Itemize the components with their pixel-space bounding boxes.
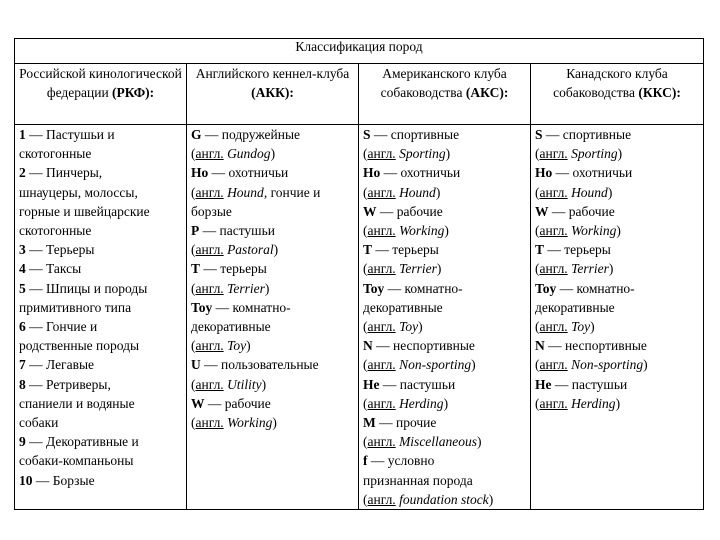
group-line [191,355,354,374]
english-abbr-link[interactable]: англ. [539,395,568,411]
english-abbr-link[interactable]: англ. [539,223,568,239]
column-body-akk [187,125,359,510]
line-text: скотогонные [19,146,92,162]
group-code: N [363,338,373,354]
line-text: — Декоративные и [25,434,139,450]
line-text: — терьеры [200,261,267,277]
group-line [19,471,182,490]
group-line [363,336,526,355]
group-line [19,125,182,144]
line-text: — Шпицы и породы [25,280,148,296]
group-line [191,259,354,278]
group-line [19,355,182,374]
group-line: (англ. Hound, гончие и [191,184,321,200]
line-text: — рабочие [204,395,271,411]
header-abbr: (ККС): [638,85,681,100]
group-line [19,163,182,182]
group-line [535,336,699,355]
group-line [363,298,526,317]
line-text: — пастушьи [551,376,628,392]
group-code: He [363,376,380,392]
group-line: (англ. Terrier) [535,261,614,277]
group-code: 1 [19,127,26,142]
group-code: N [535,338,545,354]
group-line [19,413,182,432]
line-text: декоративные [363,299,443,315]
english-group-name: Hound [227,184,264,200]
group-line [363,471,526,490]
group-line: (англ. Pastoral) [191,242,279,258]
group-line: (англ. Miscellaneous) [363,434,482,450]
group-code: 5 [19,280,26,296]
english-abbr-link[interactable]: англ. [539,184,568,200]
english-group-name: Pastoral [227,242,274,258]
line-text: — Ретриверы, [25,376,111,392]
group-line: (англ. Hound) [535,184,613,200]
english-abbr-link[interactable]: англ. [539,146,568,162]
group-line [535,202,699,221]
group-line [19,202,182,221]
english-group-name: Terrier [399,261,437,277]
group-line [19,221,182,240]
group-line [19,432,182,451]
english-group-name: Hound [571,184,608,200]
group-line [191,394,354,413]
english-abbr-link[interactable]: англ. [367,434,396,450]
group-code: 6 [19,319,26,335]
group-line [363,413,526,432]
line-text: — комнатно- [384,280,463,296]
line-text: примитивного типа [19,299,132,315]
english-abbr-link[interactable]: англ. [367,184,396,200]
group-line [363,202,526,221]
column-body-aks [359,125,531,510]
line-text: спаниели и водяные [19,395,135,411]
group-line [19,279,182,298]
line-text: — комнатно- [212,299,291,315]
line-text: — комнатно- [556,280,635,296]
column-header-rkf [15,64,187,125]
english-group-name: Terrier [227,280,265,296]
line-text: декоративные [535,299,615,315]
group-line [19,183,182,202]
line-text: шнауцеры, молоссы, [19,184,138,200]
english-abbr-link[interactable]: англ. [367,319,396,335]
english-abbr-link[interactable]: англ. [195,242,224,258]
english-abbr-link[interactable]: англ. [195,415,224,431]
group-line: (англ. Non-sporting) [535,357,648,373]
group-code: T [191,261,201,277]
header-text: Американского клуба собаководства [380,66,507,100]
breed-classification-table [14,38,704,510]
group-code: He [535,376,552,392]
line-text: горные и швейцарские [19,203,150,219]
english-group-name: Working [227,415,273,431]
group-code: T [363,242,373,258]
line-text: — пастушьи [199,223,275,239]
group-line: (англ. Herding) [535,395,621,411]
english-group-name: Sporting [571,146,618,162]
line-text: — условно [367,453,435,469]
line-text: — терьеры [544,242,611,258]
line-text: — подружейные [201,127,301,142]
group-line [363,451,526,470]
group-line: (англ. Toy) [535,319,595,335]
line-text: скотогонные [19,223,92,239]
header-text: Английского кеннел-клуба [195,66,350,81]
header-text: Канадского клуба собаководства [553,66,668,100]
line-text: декоративные [191,319,271,335]
group-line [191,298,354,317]
body-row [15,125,704,510]
group-code: Ho [191,165,209,181]
group-line [19,259,182,278]
english-group-name: Herding [571,395,616,411]
line-text: — Пастушьи и [25,127,115,142]
group-code: P [191,223,200,239]
group-line [19,336,182,355]
line-text: — Гончие и [25,319,98,335]
group-code: 9 [19,434,26,450]
line-text: — пастушьи [379,376,456,392]
group-code: T [535,242,545,258]
english-group-name: Miscellaneous [399,434,478,450]
group-code: Ho [535,165,553,181]
group-line [363,375,526,394]
english-group-name: foundation stock [399,491,489,507]
line-text: — пользовательные [200,357,319,373]
line-text: — Борзые [32,472,95,488]
table-title: Классификация пород [15,39,704,64]
group-line [19,394,182,413]
line-text: родственные породы [19,338,140,354]
english-group-name: Non-sporting [571,357,644,373]
english-abbr-link[interactable]: англ. [367,261,396,277]
group-code: S [535,127,543,142]
english-group-name: Gundog [227,146,271,162]
group-code: Ho [363,165,381,181]
group-line [191,202,354,221]
group-code: 3 [19,242,26,258]
line-text: — рабочие [376,203,443,219]
line-text: — спортивные [542,127,632,142]
group-line [363,163,526,182]
english-abbr-link[interactable]: англ. [367,491,396,507]
line-text: — Терьеры [25,242,95,258]
english-abbr-link[interactable]: англ. [195,146,224,162]
group-code: 2 [19,165,26,181]
line-text: — охотничьи [208,165,289,181]
english-abbr-link[interactable]: англ. [195,280,224,296]
column-header-kks [531,64,704,125]
group-line: (англ. Terrier) [191,280,270,296]
group-line [535,163,699,182]
line-text: собаки-компаньоны [19,453,134,469]
english-abbr-link[interactable]: англ. [195,376,224,392]
line-text: борзые [191,203,232,219]
english-group-name: Herding [399,395,444,411]
english-group-name: Non-sporting [399,357,472,373]
group-code: f [363,453,368,469]
group-code: 8 [19,376,26,392]
group-line: (англ. Hound) [363,184,441,200]
group-code: Toy [535,280,557,296]
english-abbr-link[interactable]: англ. [367,146,396,162]
line-text: — охотничьи [380,165,461,181]
group-line: (англ. Working) [363,223,449,239]
group-line: (англ. Utility) [191,376,267,392]
english-group-name: Hound [399,184,436,200]
group-line [363,279,526,298]
english-group-name: Working [571,223,617,239]
line-text: — неспортивные [372,338,475,354]
column-body-rkf [15,125,187,510]
group-line: (англ. Terrier) [363,261,442,277]
line-text: — Таксы [25,261,82,277]
line-text: , гончие и [263,184,321,200]
group-code: W [191,395,205,411]
group-line [363,125,526,144]
group-code: G [191,127,202,142]
group-code: M [363,415,376,431]
group-line [535,240,699,259]
group-line [19,317,182,336]
group-line: (англ. Toy) [363,319,423,335]
group-line: (англ. Gundog) [191,146,276,162]
column-body-kks [531,125,704,510]
group-line: (англ. Working) [191,415,277,431]
group-code: W [535,203,549,219]
group-code: 10 [19,472,33,488]
english-abbr-link[interactable]: англ. [367,223,396,239]
line-text: — терьеры [372,242,439,258]
group-code: U [191,357,201,373]
group-line: (англ. Sporting) [363,146,451,162]
line-text: признанная порода [363,472,473,488]
line-text: — Пинчеры, [25,165,103,181]
english-group-name: Utility [227,376,262,392]
group-line [535,298,699,317]
group-line [191,125,354,144]
group-line [535,279,699,298]
english-abbr-link[interactable]: англ. [195,184,224,200]
group-line: (англ. Working) [535,223,621,239]
group-line [191,221,354,240]
group-line [191,163,354,182]
english-group-name: Toy [571,319,591,335]
group-line [19,240,182,259]
group-line [535,125,699,144]
column-header-aks [359,64,531,125]
english-abbr-link[interactable]: англ. [539,357,568,373]
english-abbr-link[interactable]: англ. [539,261,568,277]
group-line: (англ. Non-sporting) [363,357,476,373]
group-line: (англ. Sporting) [535,146,623,162]
english-group-name: Sporting [399,146,446,162]
group-code: Toy [191,299,213,315]
column-header-akk [187,64,359,125]
line-text: — охотничьи [552,165,633,181]
group-code: 7 [19,357,26,373]
group-line: (англ. Toy) [191,338,251,354]
english-group-name: Toy [227,338,247,354]
header-abbr: (РКФ): [112,85,155,100]
group-line: (англ. Herding) [363,395,449,411]
english-abbr-link[interactable]: англ. [367,395,396,411]
line-text: — прочие [375,415,437,431]
line-text: — рабочие [548,203,615,219]
english-group-name: Working [399,223,445,239]
line-text: — спортивные [370,127,460,142]
header-abbr: (АКК): [251,85,294,100]
english-group-name: Terrier [571,261,609,277]
line-text: — неспортивные [544,338,647,354]
english-group-name: Toy [399,319,419,335]
group-line [191,317,354,336]
group-line [19,144,182,163]
group-line: (англ. foundation stock) [363,491,494,507]
english-abbr-link[interactable]: англ. [539,319,568,335]
english-abbr-link[interactable]: англ. [195,338,224,354]
english-abbr-link[interactable]: англ. [367,357,396,373]
group-line [19,375,182,394]
header-abbr: (АКС): [465,85,509,100]
group-code: 4 [19,261,26,277]
line-text: собаки [19,415,59,431]
group-line [19,298,182,317]
header-text: Российской кинологической федерации [19,66,182,100]
group-code: S [363,127,371,142]
group-code: Toy [363,280,385,296]
group-code: W [363,203,377,219]
group-line [535,375,699,394]
line-text: — Легавые [25,357,95,373]
header-row [15,64,704,125]
group-line [19,451,182,470]
group-line [363,240,526,259]
